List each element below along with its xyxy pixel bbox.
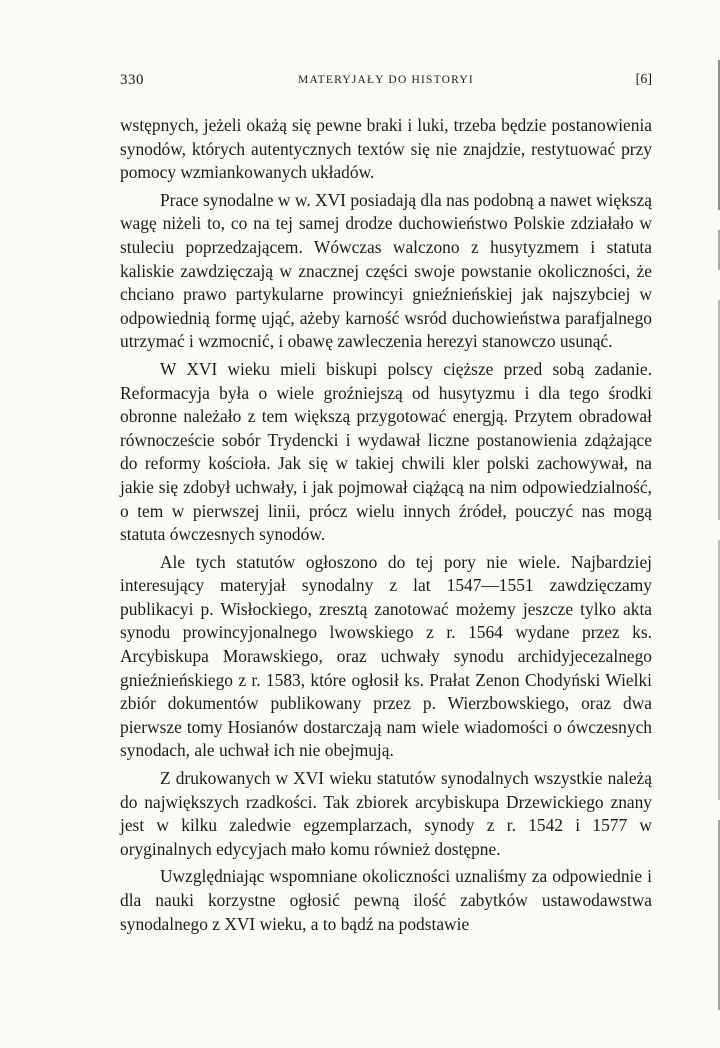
section-mark: [6] xyxy=(635,72,652,87)
page-number: 330 xyxy=(120,72,144,88)
paragraph-3: W XVI wieku mieli biskupi polscy cięższe przed sobą zadanie. Reformacyja była o wiele groźniejszą od husytyzmu i dla tego środki obronne należało z tem większą przygotować energją. Przytem obradował równoczeście sobór Trydencki i wydawał liczne postanowienia zdążające do reformy kościoła. Jak się w takiej chwili kler polski zachowywał, na jakie się zdobył uchwały, i jak pojmował ciążącą na nim odpowiedzialność, o tem w pierwszej linii, prócz wielu innych źródeł, pouczyć nas mogą statuta ówczesnych synodów. xyxy=(120,358,652,545)
paragraph-5: Z drukowanych w XVI wieku statutów synodalnych wszystkie należą do największych rzadkości. Tak zbiorek arcybiskupa Drzewickiego znany jest w kilku zaledwie egzemplarzach, synody z r. 1542 i 1577 w oryginalnych edycyjach mało komu również dostępne. xyxy=(120,768,652,859)
page-header xyxy=(120,72,652,96)
paragraph-4: Ale tych statutów ogłoszono do tej pory nie wiele. Najbardziej interesujący materyjał synodalny z lat 1547—1551 zawdzięczamy publikacyi p. Wisłockiego, zresztą zanotować możemy jeszcze tylko akta synodu prowincyjonalnego lwowskiego z r. 1564 wydane przez ks. Arcybiskupa Morawskiego, oraz uchwały synodu archidyjecezalnego gnieźnieńskiego z r. 1583, które ogłosił ks. Prałat Zenon Chodyński Wielki zbiór dokumentów publikowany przez p. Wierzbowskiego, oraz dwa pierwsze tomy Hosianów dostarczają nam wiele wiadomości o ówczesnych synodach, ale uchwał ich nie obejmują. xyxy=(120,551,652,761)
running-title: MATERYJAŁY DO HISTORYI xyxy=(298,74,474,86)
body-text xyxy=(120,114,652,936)
paragraph-2: Prace synodalne w w. XVI posiadają dla nas podobną a nawet większą wagę niżeli to, co na tej samej drodze duchowieństwo Polskie zdziałało w stuleciu poprzedzającem. Wówczas walczono z husytyzmem i statuta kaliskie zawdzięczają w znacznej części swoje powstanie okoliczności, że chciano prawo partykularne prowincyi gnieźnieńskiej jak najszybciej w odpowiednią formę ująć, ażeby karność wsród duchowieństwa parafjalnego utrzymać i wzmocnić, i obawę zawleczenia herezyi stanowczo usunąć. xyxy=(120,189,652,352)
paragraph-1: wstępnych, jeżeli okażą się pewne braki i luki, trzeba będzie postanowienia synodów, których autentycznych textów się nie znajdzie, restytuować przy pomocy wzmiankowanych układów. xyxy=(120,115,652,183)
paragraph-6: Uwzględniając wspomniane okoliczności uznaliśmy za odpowiednie i dla nauki korzystne ogłosić pewną ilość zabytków ustawodawstwa synodalnego z XVI wieku, a to bądź na podstawie xyxy=(120,866,652,934)
